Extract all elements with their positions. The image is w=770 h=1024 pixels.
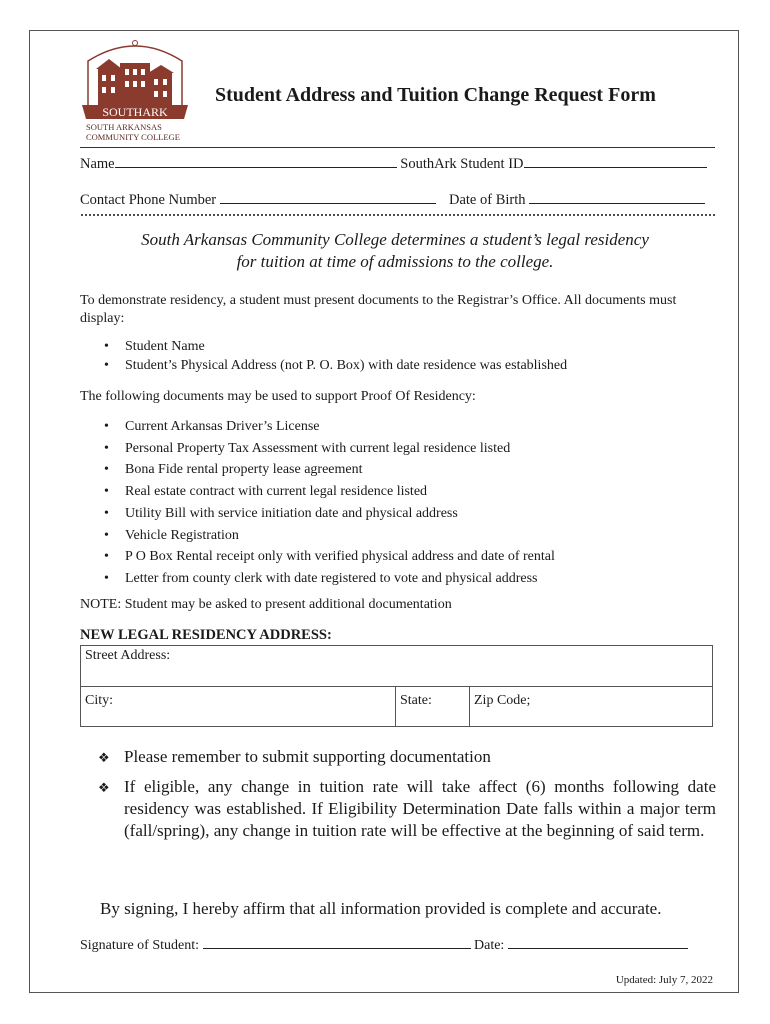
address-heading: NEW LEGAL RESIDENCY ADDRESS: <box>80 627 332 643</box>
name-input-line[interactable] <box>115 155 397 168</box>
residency-paragraph: To demonstrate residency, a student must present documents to the Registrar’s Office. All documents must display: <box>80 293 677 326</box>
phone-input-line[interactable] <box>220 191 436 204</box>
list-item: • Student Name <box>80 337 720 356</box>
logo-line2: COMMUNITY COLLEGE <box>86 132 180 142</box>
list-item: • Bona Fide rental property lease agreement <box>80 459 720 481</box>
list-item: • Letter from county clerk with date registered to vote and physical address <box>80 568 720 590</box>
list-item: • Utility Bill with service initiation date and physical address <box>80 503 720 525</box>
diamond-bullet-icon: ❖ <box>98 780 110 795</box>
student-id-label: SouthArk Student ID <box>400 156 524 172</box>
southark-logo <box>80 39 190 144</box>
phone-dob-row <box>80 191 705 209</box>
zip-code-field[interactable] <box>470 687 712 727</box>
address-table <box>80 645 713 727</box>
list-item: • Vehicle Registration <box>80 525 720 547</box>
reminder-text: If eligible, any change in tuition rate will take affect (6) months following date residency was established. If Eligibility Determination Date falls within a major term (fall/spring), any change in tuition rate will be effective at the beginning of said term. <box>124 777 716 840</box>
proof-paragraph: The following documents may be used to support Proof Of Residency: <box>80 389 476 404</box>
list-item: • Personal Property Tax Assessment with current legal residence listed <box>80 438 720 460</box>
name-id-row <box>80 155 707 173</box>
city-field[interactable] <box>81 687 395 727</box>
street-address-label: Street Address: <box>85 648 171 663</box>
affirmation-text: By signing, I hereby affirm that all information provided is complete and accurate. <box>100 899 662 918</box>
logo-line1: SOUTH ARKANSAS <box>86 122 162 132</box>
reminder-item <box>96 776 716 842</box>
list-item: • Current Arkansas Driver’s License <box>80 416 720 438</box>
date-input-line[interactable] <box>508 936 688 949</box>
state-field[interactable] <box>396 687 469 727</box>
asterisk-divider <box>80 211 715 219</box>
student-id-input-line[interactable] <box>524 155 707 168</box>
signature-row <box>80 936 688 954</box>
signature-input-line[interactable] <box>203 936 471 949</box>
reminders-list <box>96 746 716 850</box>
list-item: • Student’s Physical Address (not P. O. Box) with date residence was established <box>80 356 720 375</box>
title-divider <box>80 147 715 148</box>
zip-code-label: Zip Code; <box>474 693 531 708</box>
dob-input-line[interactable] <box>529 191 705 204</box>
date-label: Date: <box>474 938 505 953</box>
name-label: Name <box>80 156 115 172</box>
college-building-icon <box>80 39 190 144</box>
intro-line2: for tuition at time of admissions to the college. <box>236 252 554 271</box>
form-page <box>29 30 739 993</box>
note-text: NOTE: Student may be asked to present additional documentation <box>80 597 452 612</box>
dob-label: Date of Birth <box>449 192 526 208</box>
street-address-field[interactable] <box>81 646 712 686</box>
signature-label: Signature of Student: <box>80 938 199 953</box>
intro-line1: South Arkansas Community College determines a student’s legal residency <box>141 230 649 249</box>
logo-brand: SOUTHARK <box>102 105 168 119</box>
list-item: • Real estate contract with current legal residence listed <box>80 481 720 503</box>
display-list <box>80 337 720 375</box>
residency-intro <box>80 229 710 273</box>
phone-label: Contact Phone Number <box>80 192 217 208</box>
form-title: Student Address and Tuition Change Request Form <box>215 84 656 106</box>
proof-list <box>80 416 720 590</box>
diamond-bullet-icon: ❖ <box>98 750 110 765</box>
reminder-item <box>96 746 716 768</box>
reminder-text: Please remember to submit supporting documentation <box>124 747 491 766</box>
list-item: • P O Box Rental receipt only with verified physical address and date of rental <box>80 546 720 568</box>
city-label: City: <box>85 693 114 708</box>
updated-date: Updated: July 7, 2022 <box>615 974 713 986</box>
state-label: State: <box>400 693 432 708</box>
